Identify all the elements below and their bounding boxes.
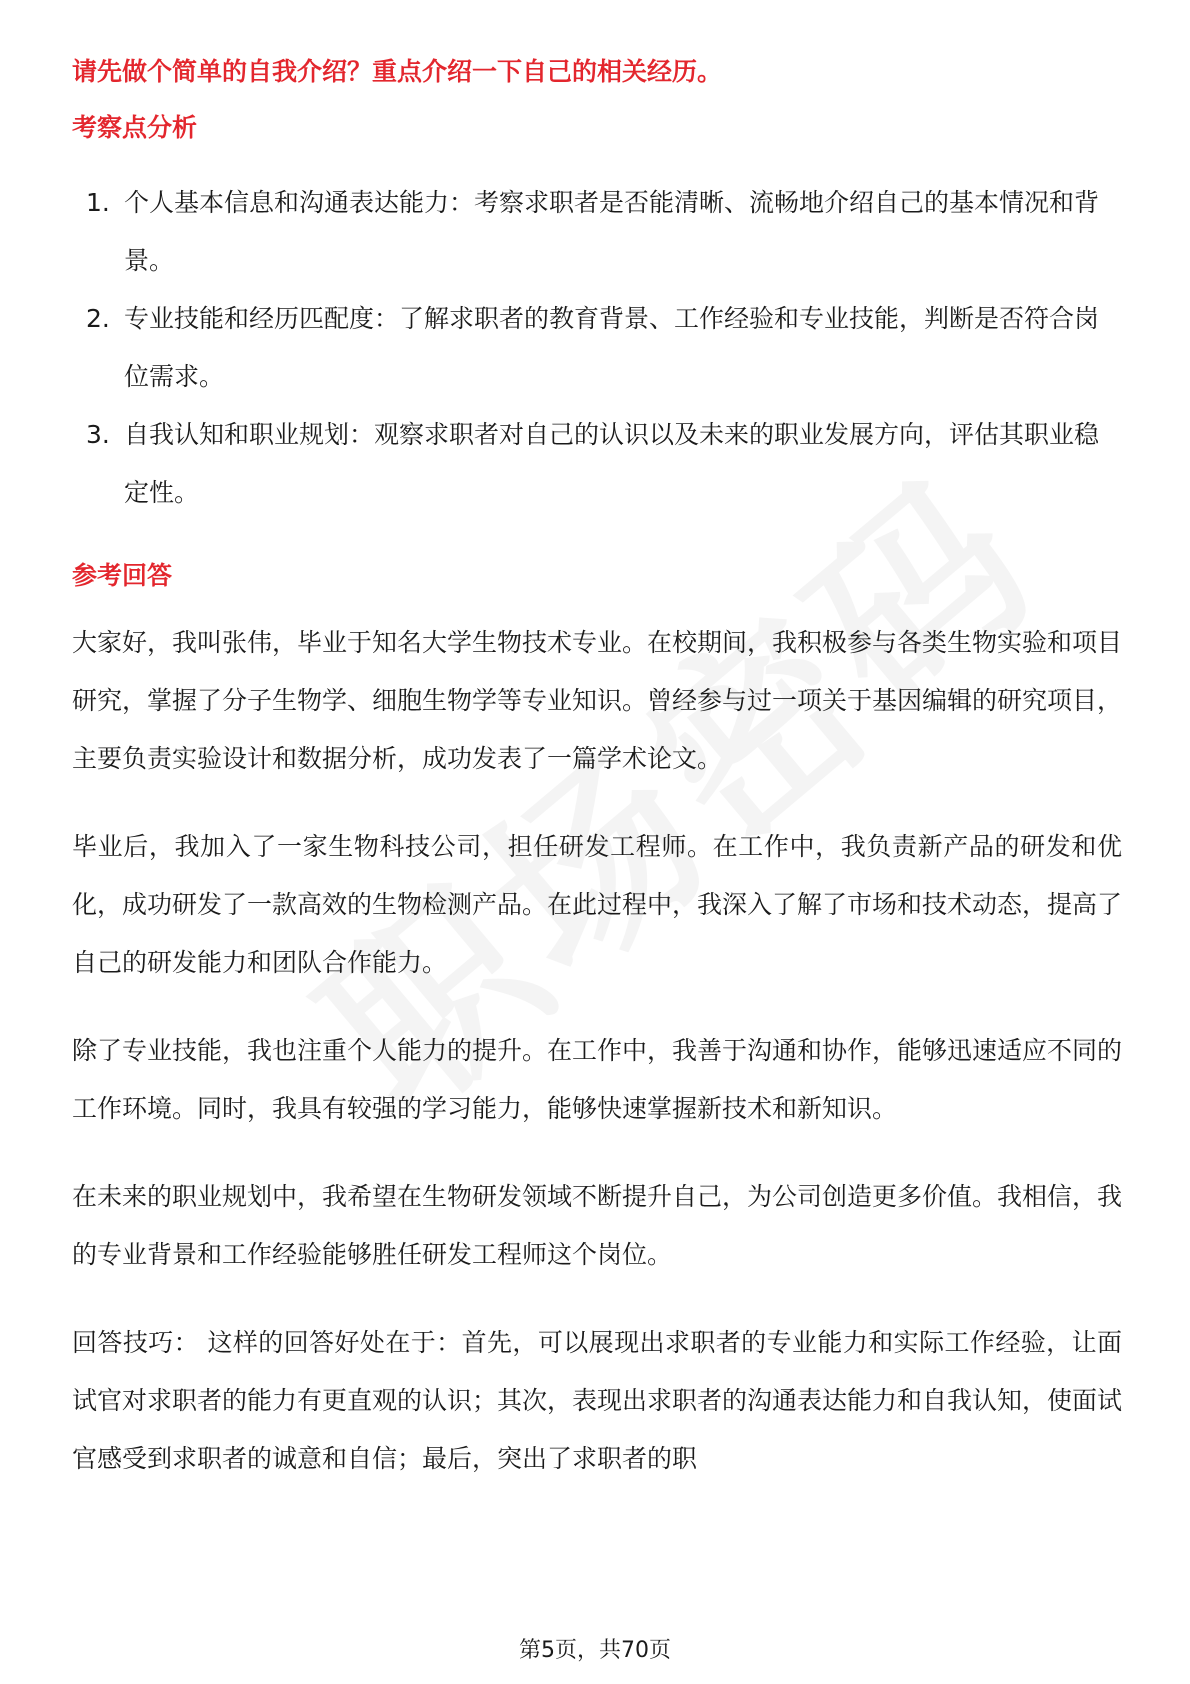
answer-paragraph: 除了专业技能，我也注重个人能力的提升。在工作中，我善于沟通和协作，能够迅速适应不同的工作环境。同时，我具有较强的学习能力，能够快速掌握新技术和新知识。 [72, 1036, 1123, 1123]
analysis-point [72, 290, 1122, 406]
point-number: 1. [86, 188, 110, 217]
point-number: 3. [86, 420, 110, 449]
point-number: 2. [86, 304, 110, 333]
point-text: 专业技能和经历匹配度：了解求职者的教育背景、工作经验和专业技能，判断是否符合岗位需求。 [124, 304, 1100, 391]
answer-paragraph: 在未来的职业规划中，我希望在生物研发领域不断提升自己，为公司创造更多价值。我相信，我的专业背景和工作经验能够胜任研发工程师这个岗位。 [72, 1182, 1123, 1269]
analysis-title: 考察点分析 [72, 113, 198, 142]
answer-tips: 回答技巧： 这样的回答好处在于：首先，可以展现出求职者的专业能力和实际工作经验，让面试官对求职者的能力有更直观的认识；其次，表现出求职者的沟通表达能力和自我认知，使面试官感受到求职者的诚意和自信；最后，突出了求职者的职 [72, 1328, 1123, 1473]
page-number: 第5页，共70页 [519, 1638, 671, 1663]
page-content [72, 52, 1122, 1518]
analysis-points [72, 174, 1122, 522]
point-text: 个人基本信息和沟通表达能力：考察求职者是否能清晰、流畅地介绍自己的基本情况和背景。 [124, 188, 1100, 275]
interview-question: 请先做个简单的自我介绍？重点介绍一下自己的相关经历。 [72, 57, 723, 86]
answer-paragraph: 毕业后，我加入了一家生物科技公司，担任研发工程师。在工作中，我负责新产品的研发和优化，成功研发了一款高效的生物检测产品。在此过程中，我深入了解了市场和技术动态，提高了自己的研发能力和团队合作能力。 [72, 832, 1123, 977]
answer-paragraph: 大家好，我叫张伟，毕业于知名大学生物技术专业。在校期间，我积极参与各类生物实验和项目研究，掌握了分子生物学、细胞生物学等专业知识。曾经参与过一项关于基因编辑的研究项目，主要负责实验设计和数据分析，成功发表了一篇学术论文。 [72, 628, 1123, 773]
point-text: 自我认知和职业规划：观察求职者对自己的认识以及未来的职业发展方向，评估其职业稳定性。 [124, 420, 1100, 507]
analysis-point [72, 174, 1122, 290]
answer-title: 参考回答 [72, 561, 173, 590]
analysis-point [72, 406, 1122, 522]
